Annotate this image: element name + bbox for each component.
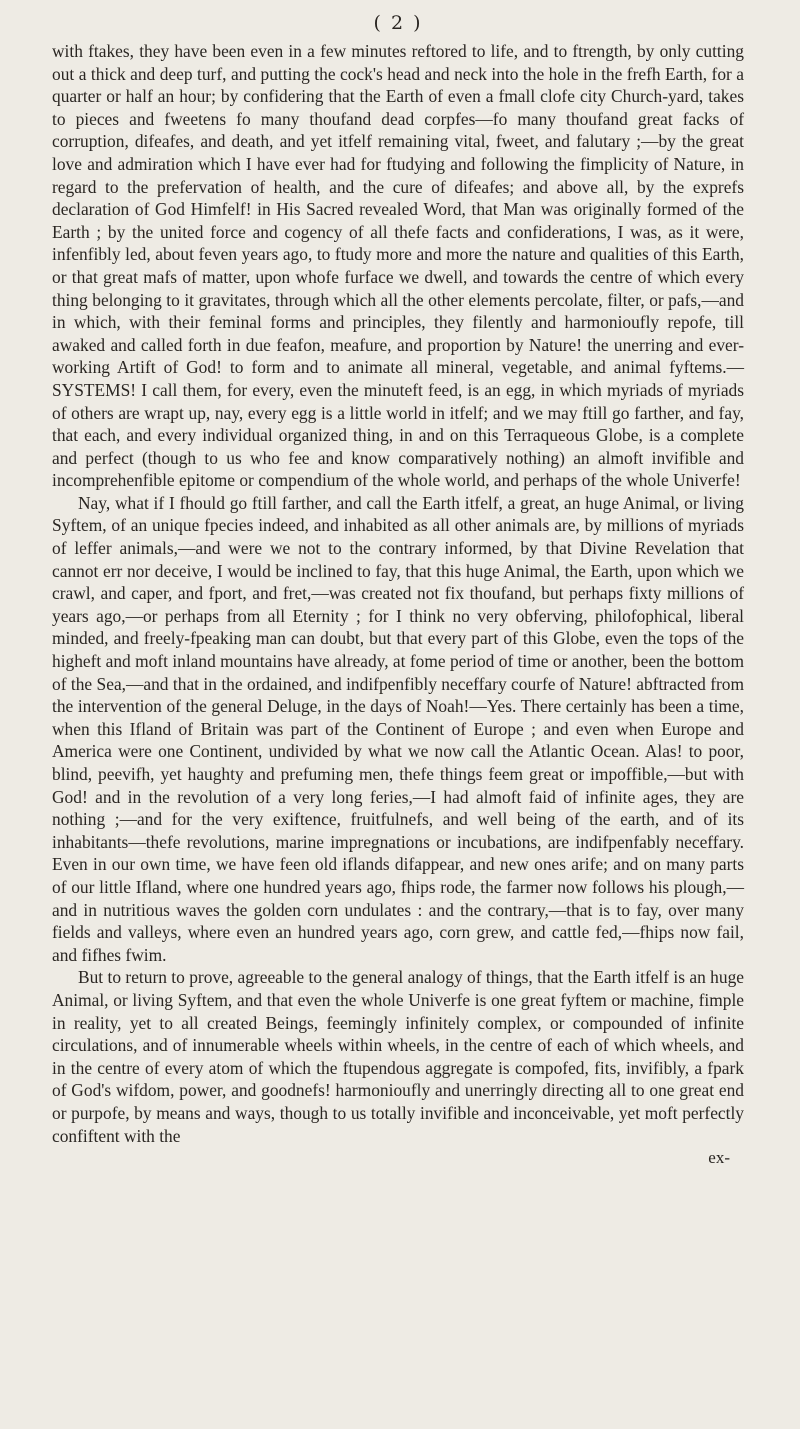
- paragraph-1: with ftakes, they have been even in a few minutes reftored to life, and to ftrength, by only cutting out a thick and deep turf, and putting the cock's head and neck into the hole in the frefh Earth, for a quarter or half an hour; by confidering that the Earth of even a fmall clofe city Church-yard, takes to pieces and fweetens fo many thoufand dead corpfes—fo many thoufand great facks of corruption, difeafes, and death, and yet itfelf remaining vital, fweet, and falutary ;—by the great love and admiration which I have ever had for ftudying and following the fimplicity of Nature, in regard to the prefervation of health, and the cure of difeafes; and above all, by the exprefs declaration of God Himfelf! in His Sacred revealed Word, that Man was originally formed of the Earth ; by the united force and cogency of all thefe facts and confiderations, I was, as it were, infenfibly led, about feven years ago, to ftudy more and more the nature and qualities of this Earth, or that great mafs of matter, upon whofe furface we dwell, and towards the centre of which every thing belonging to it gravitates, through which all the other elements percolate, filter, or pafs,—and in which, with their feminal forms and principles, they filently and harmonioufly repofe, till awaked and called forth in due feafon, meafure, and proportion by Nature! the unerring and ever-working Artift of God! to form and to animate all mineral, vegetable, and animal fyftems.—SYSTEMS! I call them, for every, even the minuteft feed, is an egg, in which myriads of myriads of others are wrapt up, nay, every egg is a little world in itfelf; and we may ftill go farther, and fay, that each, and every individual organized thing, in and on this Terraqueous Globe, is a complete and perfect (though to us who fee and know comparatively nothing) an almoft invifible and incomprehenfible epitome or compendium of the whole world, and perhaps of the whole Univerfe!: [52, 41, 744, 491]
- body-text: [52, 40, 744, 1147]
- catchword: ex-: [708, 1148, 730, 1168]
- paragraph-2: Nay, what if I fhould go ftill farther, and call the Earth itfelf, a great, an huge Animal, or living Syftem, of an unique fpecies indeed, and inhabited as all other animals are, by millions of myriads of leffer animals,—and were we not to the contrary informed, by that Divine Revelation that cannot err nor deceive, I would be inclined to fay, that this huge Animal, the Earth, upon which we crawl, and caper, and fport, and fret,—was created not fix thoufand, but perhaps fixty millions of years ago,—or perhaps from all Eternity ; for I think no very obferving, philofophical, liberal minded, and freely-fpeaking man can doubt, but that every part of this Globe, even the tops of the higheft and moft inland mountains have already, at fome period of time or another, been the bottom of the Sea,—and that in the ordained, and indifpenfibly neceffary courfe of Nature! abftracted from the intervention of the general Deluge, in the days of Noah!—Yes. There certainly has been a time, when this Ifland of Britain was part of the Continent of Europe ; and even when Europe and America were one Continent, undivided by what we now call the Atlantic Ocean. Alas! to poor, blind, peevifh, yet haughty and prefuming men, thefe things feem great or impoffible,—but with God! and in the revolution of a very long feries,—I had almoft faid of infinite ages, they are nothing ;—and for the very exiftence, fruitfulnefs, and well being of the earth, and of its inhabitants—thefe revolutions, marine impregnations or incubations, are indifpenfably neceffary. Even in our own time, we have feen old iflands difappear, and new ones arife; and on many parts of our little Ifland, where one hundred years ago, fhips rode, the farmer now follows his plough,—and in nutritious waves the golden corn undulates : and the contrary,—that is to fay, over many fields and valleys, where even an hundred years ago, corn grew, and cattle fed,—fhips now fail, and fifhes fwim.: [52, 492, 744, 965]
- page-number: ( 2 ): [373, 12, 423, 34]
- paragraph-3: But to return to prove, agreeable to the general analogy of things, that the Earth itfelf is an huge Animal, or living Syftem, and that even the whole Univerfe is one great fyftem or machine, fimple in reality, yet to all created Beings, feemingly infinitely complex, or compounded of infinite circulations, and of innumerable wheels within wheels, in the centre of each of which wheels, and in the centre of every atom of which the ftupendous aggregate is compofed, fits, invifibly, a fpark of God's wifdom, power, and goodnefs! harmonioufly and unerringly directing all to one great end or purpofe, by means and ways, though to us totally invifible and inconceivable, yet moft perfectly confiftent with the: [52, 967, 744, 1146]
